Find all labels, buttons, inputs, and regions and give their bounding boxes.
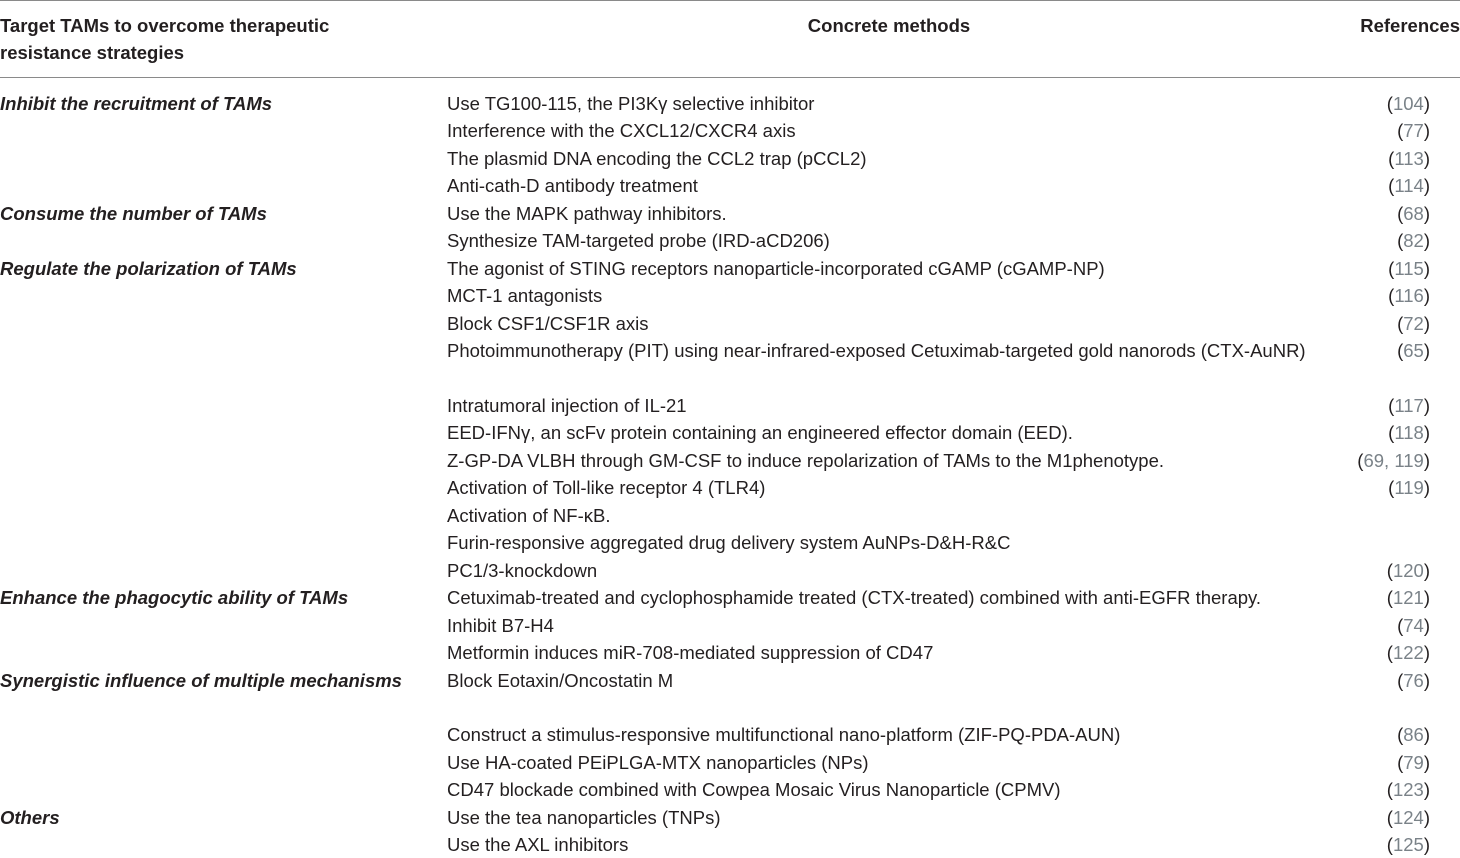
reference-cell: (125): [1386, 834, 1430, 855]
reference-cell: (117): [1388, 395, 1430, 416]
method-cell: Anti-cath-D antibody treatment: [447, 175, 698, 196]
reference-number[interactable]: 114: [1394, 175, 1424, 196]
method-cell: Use the AXL inhibitors: [447, 834, 629, 855]
reference-number[interactable]: 120: [1392, 560, 1424, 581]
reference-cell: (68): [1397, 203, 1430, 224]
reference-cell: (119): [1388, 477, 1430, 498]
reference-cell: (65): [1397, 340, 1430, 361]
reference-cell: (86): [1397, 724, 1430, 745]
reference-number[interactable]: 82: [1403, 230, 1424, 251]
column-header-references: References: [1360, 15, 1460, 36]
reference-cell: (120): [1386, 560, 1430, 581]
method-cell: Activation of NF-κB.: [447, 505, 611, 526]
method-cell: CD47 blockade combined with Cowpea Mosaic Virus Nanoparticle (CPMV): [447, 779, 1061, 800]
table-top-rule: [0, 0, 1460, 1]
reference-number[interactable]: 65: [1403, 340, 1424, 361]
reference-cell: (72): [1397, 313, 1430, 334]
reference-cell: (69, 119): [1357, 450, 1430, 471]
reference-cell: (118): [1388, 422, 1430, 443]
method-cell: Intratumoral injection of IL-21: [447, 395, 687, 416]
reference-number[interactable]: 119: [1394, 477, 1424, 498]
method-cell: PC1/3-knockdown: [447, 560, 598, 581]
method-cell: Block CSF1/CSF1R axis: [447, 313, 649, 334]
reference-number[interactable]: 121: [1392, 587, 1424, 608]
method-cell: Construct a stimulus-responsive multifunctional nano-platform (ZIF-PQ-PDA-AUN): [447, 724, 1121, 745]
method-cell: The plasmid DNA encoding the CCL2 trap (pCCL2): [447, 148, 867, 169]
reference-cell: (82): [1397, 230, 1430, 251]
method-cell: Use HA-coated PEiPLGA-MTX nanoparticles (NPs): [447, 752, 869, 773]
reference-cell: (122): [1386, 642, 1430, 663]
reference-cell: (77): [1397, 120, 1430, 141]
method-cell: Activation of Toll-like receptor 4 (TLR4): [447, 477, 766, 498]
strategy-category: Synergistic influence of multiple mechanisms: [0, 670, 402, 691]
reference-number[interactable]: 68: [1403, 203, 1424, 224]
reference-cell: (79): [1397, 752, 1430, 773]
reference-cell: (121): [1386, 587, 1430, 608]
method-cell: Inhibit B7-H4: [447, 615, 554, 636]
method-cell: Synthesize TAM-targeted probe (IRD-aCD206): [447, 230, 830, 251]
method-cell: Cetuximab-treated and cyclophosphamide treated (CTX-treated) combined with anti-EGFR therapy.: [447, 587, 1262, 608]
reference-cell: (123): [1386, 779, 1430, 800]
method-cell: Z-GP-DA VLBH through GM-CSF to induce repolarization of TAMs to the M1phenotype.: [447, 450, 1165, 471]
method-cell: Block Eotaxin/Oncostatin M: [447, 670, 674, 691]
reference-number[interactable]: 124: [1392, 807, 1424, 828]
reference-number[interactable]: 116: [1394, 285, 1424, 306]
reference-cell: (116): [1388, 285, 1430, 306]
strategy-category: Consume the number of TAMs: [0, 203, 267, 224]
reference-number[interactable]: 77: [1403, 120, 1424, 141]
strategy-category: Enhance the phagocytic ability of TAMs: [0, 587, 349, 608]
reference-cell: (104): [1386, 93, 1430, 114]
column-header-strategy: Target TAMs to overcome therapeutic resistance strategies: [0, 15, 330, 63]
method-cell: MCT-1 antagonists: [447, 285, 603, 306]
reference-cell: (74): [1397, 615, 1430, 636]
reference-number[interactable]: 118: [1394, 422, 1424, 443]
reference-cell: (76): [1397, 670, 1430, 691]
reference-number[interactable]: 125: [1392, 834, 1424, 855]
strategy-category: Others: [0, 807, 60, 828]
strategy-category: Inhibit the recruitment of TAMs: [0, 93, 273, 114]
reference-number[interactable]: 113: [1394, 148, 1424, 169]
method-cell: Furin-responsive aggregated drug delivery system AuNPs-D&H-R&C: [447, 532, 1011, 553]
reference-number[interactable]: 72: [1403, 313, 1424, 334]
reference-number[interactable]: 74: [1403, 615, 1424, 636]
method-cell: EED-IFNγ, an scFv protein containing an engineered effector domain (EED).: [447, 422, 1073, 443]
method-cell: The agonist of STING receptors nanoparticle-incorporated cGAMP (cGAMP-NP): [447, 258, 1105, 279]
reference-number[interactable]: 79: [1403, 752, 1424, 773]
strategy-category: Regulate the polarization of TAMs: [0, 258, 297, 279]
reference-cell: (124): [1386, 807, 1430, 828]
method-cell: Use the tea nanoparticles (TNPs): [447, 807, 721, 828]
method-cell: Use the MAPK pathway inhibitors.: [447, 203, 727, 224]
method-cell: Interference with the CXCL12/CXCR4 axis: [447, 120, 796, 141]
header-rule: [0, 77, 1460, 78]
reference-cell: (115): [1388, 258, 1430, 279]
reference-number[interactable]: 69, 119: [1363, 450, 1424, 471]
reference-cell: (113): [1388, 148, 1430, 169]
column-header-methods: Concrete methods: [807, 15, 971, 36]
method-cell: Photoimmunotherapy (PIT) using near-infrared-exposed Cetuximab-targeted gold nanorods (CTX-AuNR): [447, 340, 1306, 361]
reference-number[interactable]: 117: [1394, 395, 1424, 416]
reference-number[interactable]: 76: [1403, 670, 1424, 691]
reference-number[interactable]: 123: [1392, 779, 1424, 800]
reference-number[interactable]: 104: [1392, 93, 1424, 114]
method-cell: Metformin induces miR-708-mediated suppression of CD47: [447, 642, 934, 663]
reference-cell: (114): [1388, 175, 1430, 196]
reference-number[interactable]: 115: [1394, 258, 1424, 279]
method-cell: Use TG100-115, the PI3Kγ selective inhibitor: [447, 93, 815, 114]
reference-number[interactable]: 86: [1403, 724, 1424, 745]
reference-number[interactable]: 122: [1392, 642, 1424, 663]
